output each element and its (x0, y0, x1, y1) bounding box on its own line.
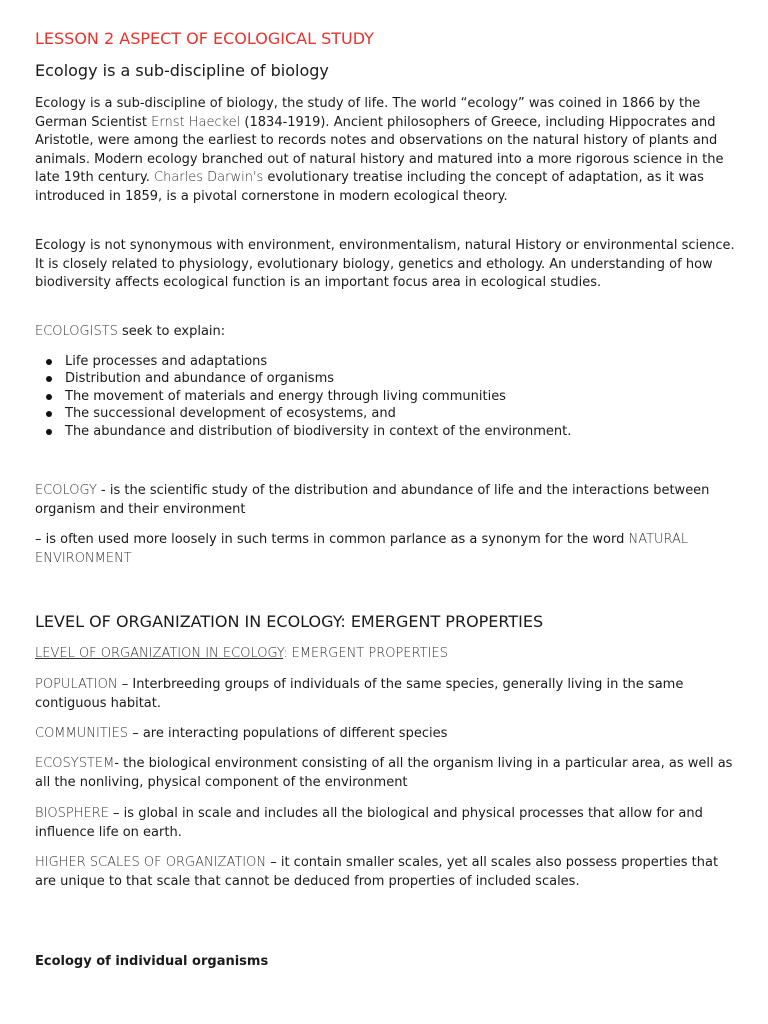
list-item (35, 405, 735, 422)
ecosystem-text: - the biological environment consisting of all the organism living in a particular area, as well as all the nonliving, physical component of the environment (35, 756, 733, 790)
section-subheading-underlined: LEVEL OF ORGANIZATION IN ECOLOGY (35, 646, 284, 661)
section-heading: LEVEL OF ORGANIZATION IN ECOLOGY: EMERGENT PROPERTIES (35, 612, 544, 631)
darwin-name: Charles Darwin's (154, 170, 264, 185)
communities-definition (35, 725, 735, 744)
higher-scales-term: HIGHER SCALES OF ORGANIZATION (35, 855, 267, 870)
communities-text: – are interacting populations of different species (128, 726, 448, 741)
bullet-icon (46, 376, 52, 382)
biosphere-definition (35, 805, 735, 842)
subtitle: Ecology is a sub-discipline of biology (35, 61, 329, 80)
list-item-text: Distribution and abundance of organisms (65, 371, 335, 387)
list-item-text: The abundance and distribution of biodiversity in context of the environment. (65, 423, 572, 439)
explain-list (35, 353, 735, 440)
bullet-icon (46, 359, 52, 365)
natural-environment-term: NATURAL ENVIRONMENT (35, 532, 689, 566)
communities-term: COMMUNITIES (35, 726, 129, 741)
ecology-term: ECOLOGY (35, 483, 97, 498)
population-text: – Interbreeding groups of individuals of the same species, generally living in the same contiguous habitat. (35, 677, 684, 711)
intro-text-2: (1834-1919). Ancient philosophers of Greece, including Hippocrates and Aristotle, were among the earliest to records notes and observations on the natural history of plants and animals. Modern ecology branched out of natural history and matured into a more rigorous science in the late 19th century. (35, 114, 724, 185)
population-definition (35, 676, 735, 713)
lesson-title: LESSON 2 ASPECT OF ECOLOGICAL STUDY (35, 29, 374, 48)
higher-scales-definition (35, 854, 735, 891)
list-item-text: The movement of materials and energy through living communities (65, 388, 506, 404)
section-subheading-rest: : EMERGENT PROPERTIES (283, 646, 448, 661)
haeckel-name: Ernst Haeckel (151, 114, 241, 130)
ecologists-term: ECOLOGISTS (35, 324, 118, 339)
loose-use-text: – is often used more loosely in such terms in common parlance as a synonym for the word (35, 532, 629, 547)
list-item (35, 353, 735, 370)
population-term: POPULATION (35, 677, 118, 692)
ecologists-rest: seek to explain: (117, 324, 226, 339)
biosphere-text: – is global in scale and includes all the biological and physical processes that allow for and influence life on earth. (35, 806, 703, 840)
biosphere-term: BIOSPHERE (35, 806, 109, 821)
loose-use-paragraph (35, 531, 735, 568)
intro-paragraph (35, 95, 735, 206)
higher-scales-text: – it contain smaller scales, yet all scales also possess properties that are unique to that scale that cannot be deduced from properties of included scales. (35, 855, 719, 889)
ecosystem-term: ECOSYSTEM (35, 756, 115, 771)
intro-text-3: evolutionary treatise including the concept of adaptation, as it was introduced in 1859, is a pivotal cornerstone in modern ecological theory. (35, 170, 704, 204)
list-item-text: Life processes and adaptations (65, 354, 268, 369)
ecologists-intro (35, 323, 735, 342)
ecology-definition-text: - is the scientific study of the distribution and abundance of life and the interactions between organism and their environment (35, 483, 710, 517)
individual-organisms-heading: Ecology of individual organisms (35, 954, 269, 969)
bullet-icon (46, 429, 52, 435)
bullet-icon (46, 394, 52, 400)
section-subheading (35, 645, 735, 664)
list-item (35, 388, 735, 405)
ecology-definition (35, 482, 735, 519)
list-item (35, 370, 735, 387)
intro-text-1: Ecology is a sub-discipline of biology, the study of life. The world “ecology” was coined in 1866 by the German Scientist (35, 96, 701, 130)
not-synonymous-paragraph: Ecology is not synonymous with environment, environmentalism, natural History or environmental science. It is closely related to physiology, evolutionary biology, genetics and ethology. An understanding of how biodiversity affects ecological function is an important focus area in ecological studies. (35, 238, 735, 290)
list-item (35, 423, 735, 440)
ecosystem-definition (35, 755, 735, 792)
bullet-icon (46, 411, 52, 417)
list-item-text: The successional development of ecosystems, and (65, 406, 396, 422)
